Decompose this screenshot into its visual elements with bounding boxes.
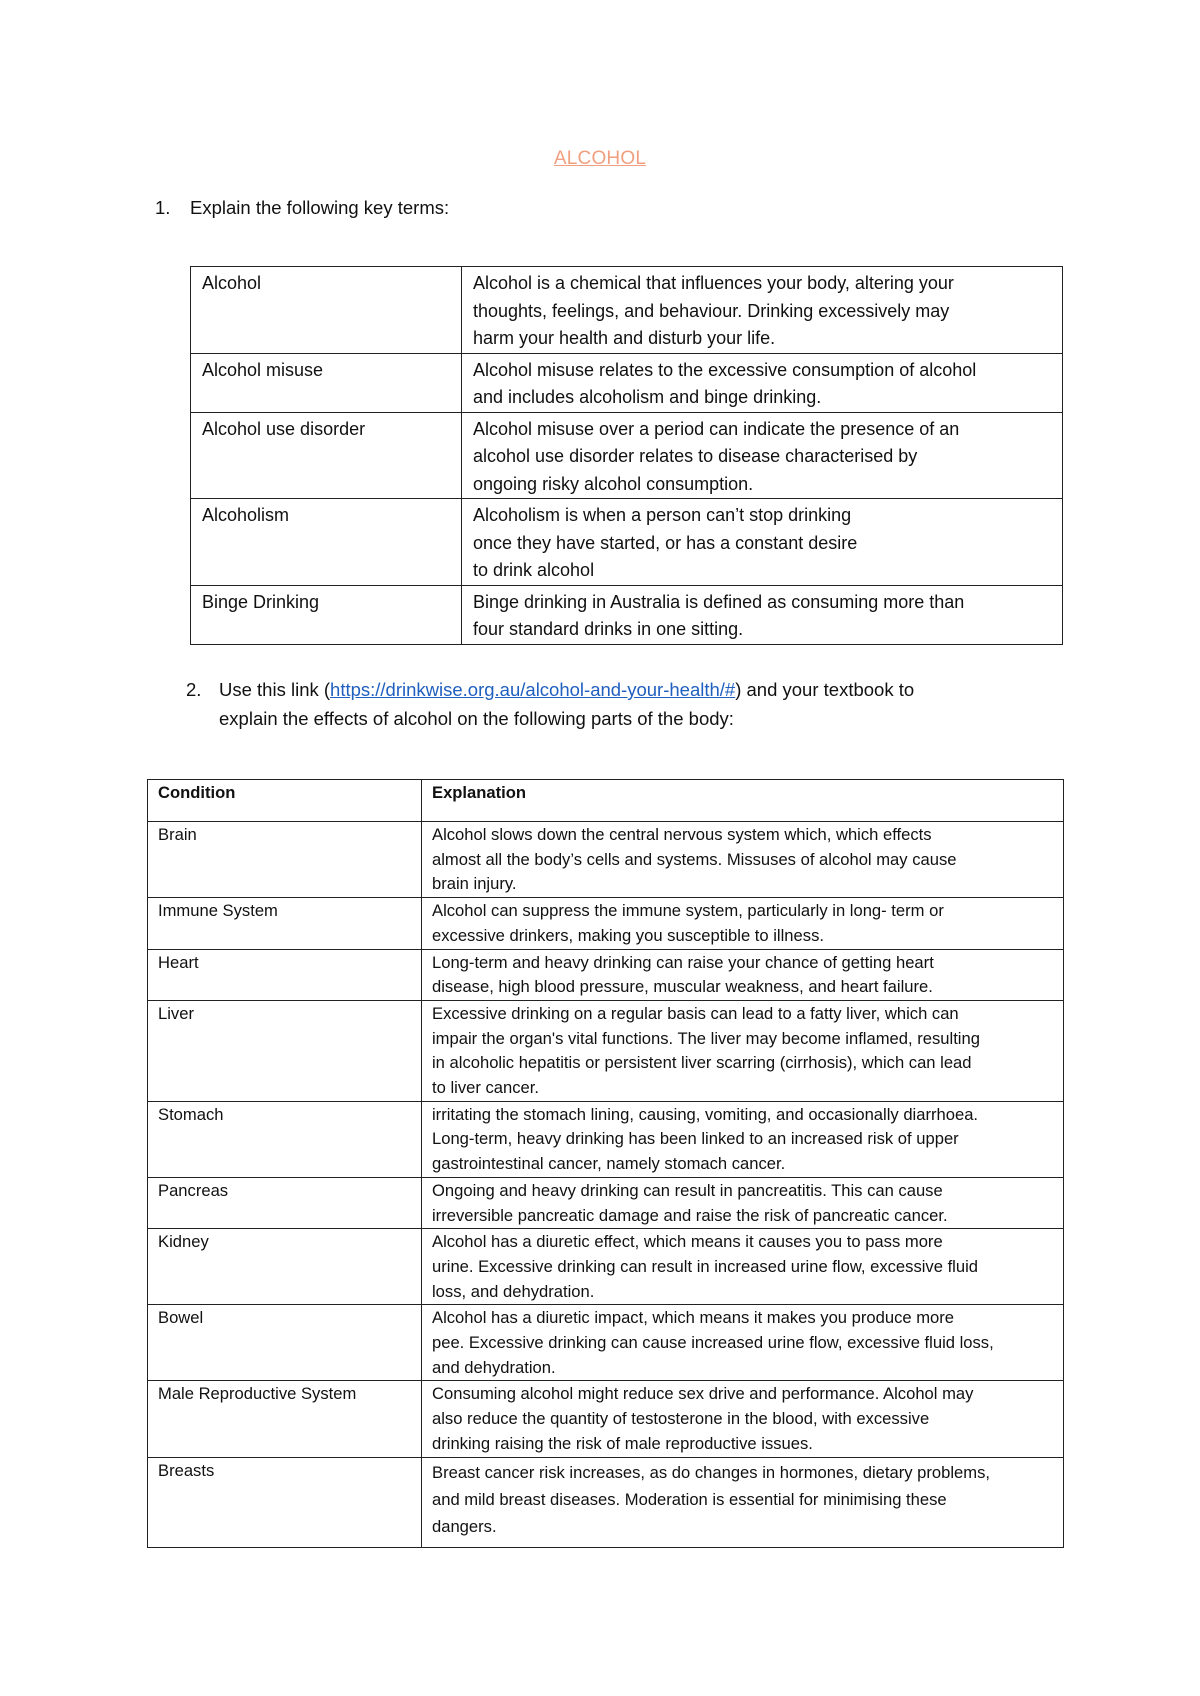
table-row bbox=[148, 1457, 1064, 1547]
table-row bbox=[148, 1000, 1064, 1101]
table-row bbox=[148, 898, 1064, 949]
question-1-text: Explain the following key terms: bbox=[190, 197, 450, 218]
table-row bbox=[191, 499, 1063, 586]
explanation-line: almost all the body’s cells and systems. Missuses of alcohol may cause bbox=[432, 849, 957, 869]
definition-line: Alcohol misuse relates to the excessive consumption of alcohol bbox=[473, 359, 977, 380]
definition-cell bbox=[462, 412, 1063, 499]
explanation-line: drinking raising the risk of male reproductive issues. bbox=[432, 1433, 813, 1453]
condition-cell: Stomach bbox=[148, 1101, 422, 1177]
condition-cell: Breasts bbox=[148, 1457, 422, 1547]
condition-cell: Immune System bbox=[148, 898, 422, 949]
term-cell: Alcohol misuse bbox=[191, 353, 462, 412]
table-row bbox=[191, 585, 1063, 644]
table-header-row bbox=[148, 780, 1064, 822]
explanation-line: urine. Excessive drinking can result in increased urine flow, excessive fluid bbox=[432, 1256, 979, 1276]
definition-line: Binge drinking in Australia is defined as consuming more than bbox=[473, 591, 965, 612]
definition-line: Alcoholism is when a person can’t stop drinking bbox=[473, 505, 852, 525]
question-2-text-before: Use this link ( bbox=[219, 679, 331, 700]
explanation-line: Alcohol has a diuretic impact, which means it makes you produce more bbox=[432, 1308, 955, 1328]
explanation-cell bbox=[422, 898, 1064, 949]
explanation-line: gastrointestinal cancer, namely stomach cancer. bbox=[432, 1154, 786, 1174]
condition-header: Condition bbox=[148, 780, 422, 822]
question-1-number: 1. bbox=[155, 197, 171, 218]
explanation-line: pee. Excessive drinking can cause increased urine flow, excessive fluid loss, bbox=[432, 1333, 994, 1353]
explanation-cell bbox=[422, 1000, 1064, 1101]
definition-line: ongoing risky alcohol consumption. bbox=[473, 473, 754, 494]
explanation-cell bbox=[422, 1229, 1064, 1305]
term-cell: Alcohol use disorder bbox=[191, 412, 462, 499]
explanation-line: also reduce the quantity of testosterone in the blood, with excessive bbox=[432, 1409, 930, 1429]
definition-line: alcohol use disorder relates to disease characterised by bbox=[473, 446, 918, 466]
explanation-cell bbox=[422, 949, 1064, 1000]
explanation-header: Explanation bbox=[422, 780, 1064, 822]
explanation-line: brain injury. bbox=[432, 874, 517, 894]
explanation-line: disease, high blood pressure, muscular weakness, and heart failure. bbox=[432, 977, 933, 997]
table-row bbox=[148, 822, 1064, 898]
question-1 bbox=[155, 193, 449, 222]
explanation-cell bbox=[422, 1305, 1064, 1381]
explanation-line: Consuming alcohol might reduce sex drive and performance. Alcohol may bbox=[432, 1384, 974, 1404]
question-2-line-2: explain the effects of alcohol on the following parts of the body: bbox=[219, 708, 734, 729]
explanation-cell bbox=[422, 1381, 1064, 1457]
table-row bbox=[191, 353, 1063, 412]
body-effects-table bbox=[147, 779, 1064, 1548]
explanation-line: in alcoholic hepatitis or persistent liver scarring (cirrhosis), which can lead bbox=[432, 1053, 972, 1073]
table-row bbox=[148, 1381, 1064, 1457]
explanation-line: impair the organ's vital functions. The liver may become inflamed, resulting bbox=[432, 1028, 980, 1048]
question-2-number: 2. bbox=[186, 679, 202, 700]
definition-cell bbox=[462, 353, 1063, 412]
table-row bbox=[148, 1229, 1064, 1305]
table-row bbox=[191, 267, 1063, 354]
explanation-line: Long-term and heavy drinking can raise your chance of getting heart bbox=[432, 952, 934, 972]
condition-cell: Kidney bbox=[148, 1229, 422, 1305]
table-row bbox=[148, 1177, 1064, 1228]
condition-cell: Brain bbox=[148, 822, 422, 898]
document-title: ALCOHOL bbox=[553, 148, 647, 169]
definition-line: four standard drinks in one sitting. bbox=[473, 619, 744, 639]
condition-cell: Bowel bbox=[148, 1305, 422, 1381]
definition-cell bbox=[462, 267, 1063, 354]
term-cell: Alcohol bbox=[191, 267, 462, 354]
explanation-cell bbox=[422, 1101, 1064, 1177]
explanation-line: Long-term, heavy drinking has been linked to an increased risk of upper bbox=[432, 1129, 959, 1149]
explanation-cell bbox=[422, 1177, 1064, 1228]
explanation-line: Breast cancer risk increases, as do changes in hormones, dietary problems, bbox=[432, 1462, 990, 1482]
explanation-line: Alcohol has a diuretic effect, which means it causes you to pass more bbox=[432, 1232, 943, 1252]
condition-cell: Heart bbox=[148, 949, 422, 1000]
table-row bbox=[191, 412, 1063, 499]
explanation-line: Alcohol can suppress the immune system, particularly in long- term or bbox=[432, 901, 944, 921]
explanation-line: and mild breast diseases. Moderation is essential for minimising these bbox=[432, 1489, 947, 1509]
table-row bbox=[148, 1101, 1064, 1177]
key-terms-table bbox=[190, 266, 1063, 645]
condition-cell: Pancreas bbox=[148, 1177, 422, 1228]
explanation-cell bbox=[422, 822, 1064, 898]
definition-cell bbox=[462, 499, 1063, 586]
definition-line: Alcohol misuse over a period can indicate the presence of an bbox=[473, 418, 960, 439]
explanation-line: irreversible pancreatic damage and raise the risk of pancreatic cancer. bbox=[432, 1205, 948, 1225]
explanation-line: Excessive drinking on a regular basis can lead to a fatty liver, which can bbox=[432, 1003, 959, 1023]
explanation-line: excessive drinkers, making you susceptible to illness. bbox=[432, 925, 824, 945]
question-2-text bbox=[219, 675, 914, 733]
condition-cell: Liver bbox=[148, 1000, 422, 1101]
explanation-line: loss, and dehydration. bbox=[432, 1281, 595, 1301]
term-cell: Alcoholism bbox=[191, 499, 462, 586]
explanation-line: Alcohol slows down the central nervous system which, which effects bbox=[432, 825, 932, 844]
explanation-line: Ongoing and heavy drinking can result in pancreatitis. This can cause bbox=[432, 1180, 943, 1200]
question-2-text-after: ) and your textbook to bbox=[735, 679, 915, 700]
explanation-line: to liver cancer. bbox=[432, 1078, 539, 1098]
explanation-line: dangers. bbox=[432, 1516, 497, 1536]
definition-line: once they have started, or has a constant desire bbox=[473, 532, 858, 553]
term-cell: Binge Drinking bbox=[191, 585, 462, 644]
definition-line: and includes alcoholism and binge drinking. bbox=[473, 387, 822, 407]
drinkwise-link[interactable]: https://drinkwise.org.au/alcohol-and-your-health/# bbox=[330, 679, 736, 700]
table-row bbox=[148, 949, 1064, 1000]
explanation-cell bbox=[422, 1457, 1064, 1547]
explanation-line: and dehydration. bbox=[432, 1357, 556, 1377]
table-row bbox=[148, 1305, 1064, 1381]
definition-line: harm your health and disturb your life. bbox=[473, 328, 776, 348]
definition-line: thoughts, feelings, and behaviour. Drinking excessively may bbox=[473, 300, 950, 321]
definition-line: to drink alcohol bbox=[473, 560, 595, 580]
definition-cell bbox=[462, 585, 1063, 644]
definition-line: Alcohol is a chemical that influences your body, altering your bbox=[473, 273, 954, 293]
condition-cell: Male Reproductive System bbox=[148, 1381, 422, 1457]
explanation-line: irritating the stomach lining, causing, vomiting, and occasionally diarrhoea. bbox=[432, 1104, 979, 1124]
question-2 bbox=[186, 675, 1046, 733]
